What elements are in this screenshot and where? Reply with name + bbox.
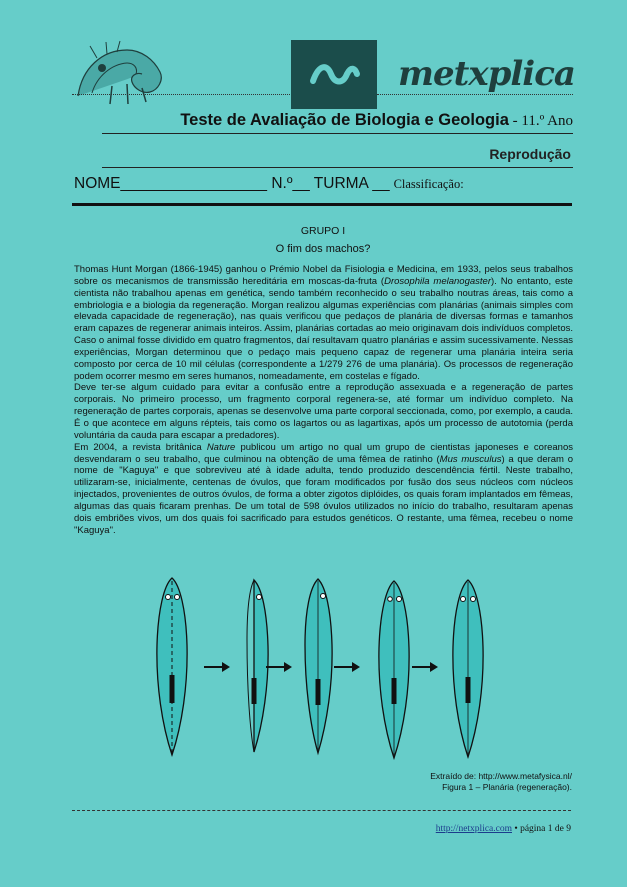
arrow-1 bbox=[204, 662, 230, 672]
form-divider bbox=[72, 203, 572, 206]
p1-species: Drosophila melanogaster bbox=[384, 275, 491, 287]
paragraph-1 bbox=[74, 264, 573, 382]
metxplica-logo-box bbox=[291, 40, 377, 109]
page-number: • página 1 de 9 bbox=[512, 824, 571, 834]
planaria-stage-4 bbox=[379, 581, 409, 758]
arrow-4 bbox=[412, 662, 438, 672]
p3-text-b: publicou um artigo no qual um grupo de cientistas japoneses e coreanos desvendaram o seu trabalho, que culminou na obtenção de uma fêmea de ratinho ( bbox=[74, 441, 573, 465]
page-footer bbox=[436, 824, 571, 834]
arrow-2 bbox=[266, 662, 292, 672]
footer-link[interactable]: http://netxplica.com bbox=[435, 824, 512, 834]
p3-text-a: Em 2004, a revista britânica bbox=[74, 441, 207, 453]
title-text: Teste de Avaliação de Biologia e Geologia bbox=[180, 111, 509, 129]
section-title: Reprodução bbox=[489, 146, 571, 162]
student-info-line bbox=[74, 175, 464, 193]
group-subtitle: O fim dos machos? bbox=[275, 243, 371, 255]
header-dotted-rule-right bbox=[377, 94, 573, 95]
group-label: GRUPO I bbox=[300, 225, 346, 237]
body-text bbox=[74, 264, 573, 536]
planaria-stage-5 bbox=[453, 580, 483, 757]
classification-label: Classificação: bbox=[393, 177, 464, 191]
planaria-figure bbox=[150, 575, 500, 760]
figure-caption-block bbox=[430, 771, 572, 793]
paragraph-3 bbox=[74, 442, 573, 537]
test-title bbox=[0, 111, 573, 130]
section-rule bbox=[102, 167, 573, 168]
figure-source: Extraído de: http://www.metafysica.nl/ bbox=[430, 771, 572, 781]
brand-name: metxplica bbox=[398, 54, 575, 94]
footer-rule bbox=[72, 810, 571, 811]
planaria-stage-3 bbox=[305, 579, 332, 753]
paragraph-2: Deve ter-se algum cuidado para evitar a confusão entre a reprodução assexuada e a regeneração de partes corporais. No primeiro processo, um fragmento corporal regenera-se, até formar um indivíduo completo. Na regeneração de partes corporais, apenas se desenvolve uma parte corporal seccionada, como, por exemplo, a cauda. É o que acontece em alguns répteis, tais como os lagartos ou as lagartixas, após um processo de autotomia (perda voluntária da cauda para escapar a predadores). bbox=[74, 382, 573, 441]
planaria-stage-1 bbox=[157, 578, 187, 755]
planaria-stage-2 bbox=[247, 580, 268, 752]
p1-text-a: Thomas Hunt Morgan (1866-1945) ganhou o Prémio Nobel da Fisiologia e Medicina, em 1933, pelos seus trabalhos sobre os mecanismos de transmissão hereditária em moscas-da-fruta ( bbox=[74, 264, 573, 287]
arrow-3 bbox=[334, 662, 360, 672]
figure-caption: Figura 1 – Planária (regeneração). bbox=[442, 782, 572, 792]
p1-text-b: ). No entanto, este cientista não trabalhou apenas em genética, sendo também reconhecido o seu trabalho noutras áreas, tais como a embriologia e a biologia da regeneração. Morgan realizou algumas experiências com planárias (animais simples com elevada capacidade de regeneração), nas quais verificou que pedaços de planária de diversas formas e tamanhos eram capazes de regenerar animais inteiros. Assim, planárias cortadas ao meio originavam dois indivíduos completos. Caso o animal fosse dividido em quatro fragmentos, daí resultavam quatro planárias e assim sucessivamente. Nessas experiências, Morgan determinou que o pedaço mais pequeno capaz de regenerar uma planária inteira seria composto por cerca de 10 mil células (correspondente a 1/279 276 de uma planária). Os processos de regeneração podem ocorrer mesmo em seres humanos, nomeadamente, em costelas e fígado. bbox=[74, 275, 573, 382]
chameleon-illustration bbox=[72, 38, 172, 108]
p3-text-c: ) a que deram o nome de "Kaguya" e que sobreviveu até à idade adulta, tendo produzido descendência fértil. Neste trabalho, utilizaram-se, inicialmente, centenas de óvulos, que foram modificados por fusão dos seus núcleos com núcleos injectados, provenientes de outros óvulos, de forma a obter zigotos diplóides, os quais foram implantados em fêmeas, algumas das quais ficaram prenhas. De um total de 598 óvulos utilizados no início do trabalho, resultaram apenas dois embriões vivos, um dos quais foi sacrificado para estudos genéticos. O restante, uma fêmea, recebeu o nome "Kaguya". bbox=[74, 453, 573, 536]
p3-species: Mus musculus bbox=[439, 453, 502, 465]
school-year: - 11.º Ano bbox=[508, 113, 573, 129]
header-dotted-rule bbox=[72, 94, 292, 95]
title-rule bbox=[102, 133, 573, 134]
name-class-fields[interactable]: NOME_________________ N.º__ TURMA __ bbox=[74, 175, 390, 192]
p3-journal: Nature bbox=[206, 441, 236, 453]
wave-icon bbox=[291, 40, 377, 109]
